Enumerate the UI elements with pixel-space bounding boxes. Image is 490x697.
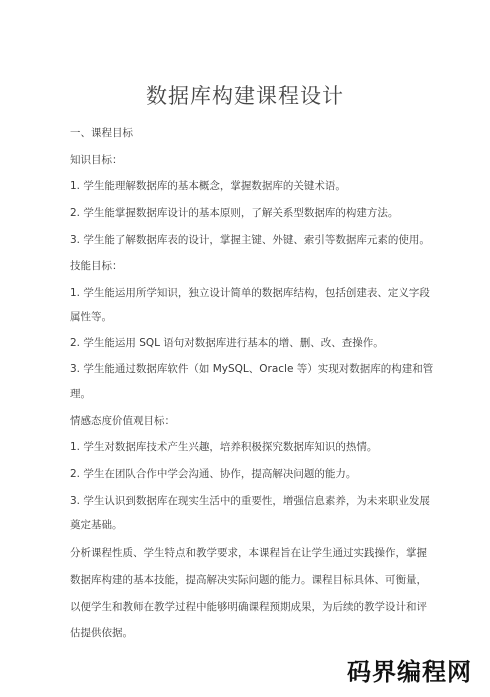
paragraph-line: 数据库构建的基本技能，提高解决实际问题的能力。课程目标具体、可衡量， (70, 574, 427, 586)
paragraph-line: 估提供依据。 (70, 627, 133, 639)
paragraph-line: 奠定基础。 (70, 519, 123, 531)
paragraph-line: 2. 学生能运用 SQL 语句对数据库进行基本的增、删、改、查操作。 (70, 337, 384, 349)
paragraph-line: 2. 学生能掌握数据库设计的基本原则，了解关系型数据库的构建方法。 (70, 207, 399, 219)
paragraph-line: 1. 学生对数据库技术产生兴趣，培养积极探究数据库知识的热情。 (70, 441, 378, 453)
paragraph-line: 3. 学生能通过数据库软件（如 MySQL、Oracle 等）实现对数据库的构建和管 (70, 363, 434, 375)
paragraph-line: 1. 学生能理解数据库的基本概念，掌握数据库的关键术语。 (70, 180, 346, 192)
paragraph-line: 3. 学生能了解数据库表的设计，掌握主键、外键、索引等数据库元素的使用。 (70, 234, 430, 246)
paragraph-line: 3. 学生认识到数据库在现实生活中的重要性，增强信息素养，为未来职业发展 (70, 495, 430, 507)
subheading-skill-goals: 技能目标： (70, 260, 123, 272)
subheading-knowledge-goals: 知识目标： (70, 154, 123, 166)
paragraph-line: 理。 (70, 388, 91, 400)
paragraph-line: 以便学生和教师在教学过程中能够明确课程预期成果，为后续的教学设计和评 (70, 601, 427, 613)
document-title: 数据库构建课程设计 (146, 84, 344, 108)
watermark: 码界编程网 (347, 658, 472, 686)
paragraph-line: 分析课程性质、学生特点和教学要求，本课程旨在让学生通过实践操作，掌握 (70, 547, 427, 559)
paragraph-line: 属性等。 (70, 311, 112, 323)
paragraph-line: 1. 学生能运用所学知识，独立设计简单的数据库结构，包括创建表、定义字段 (70, 287, 430, 299)
paragraph-line: 2. 学生在团队合作中学会沟通、协作，提高解决问题的能力。 (70, 468, 357, 480)
subheading-attitude-goals: 情感态度价值观目标： (70, 415, 175, 427)
section-heading-course-goals: 一、课程目标 (70, 127, 133, 139)
